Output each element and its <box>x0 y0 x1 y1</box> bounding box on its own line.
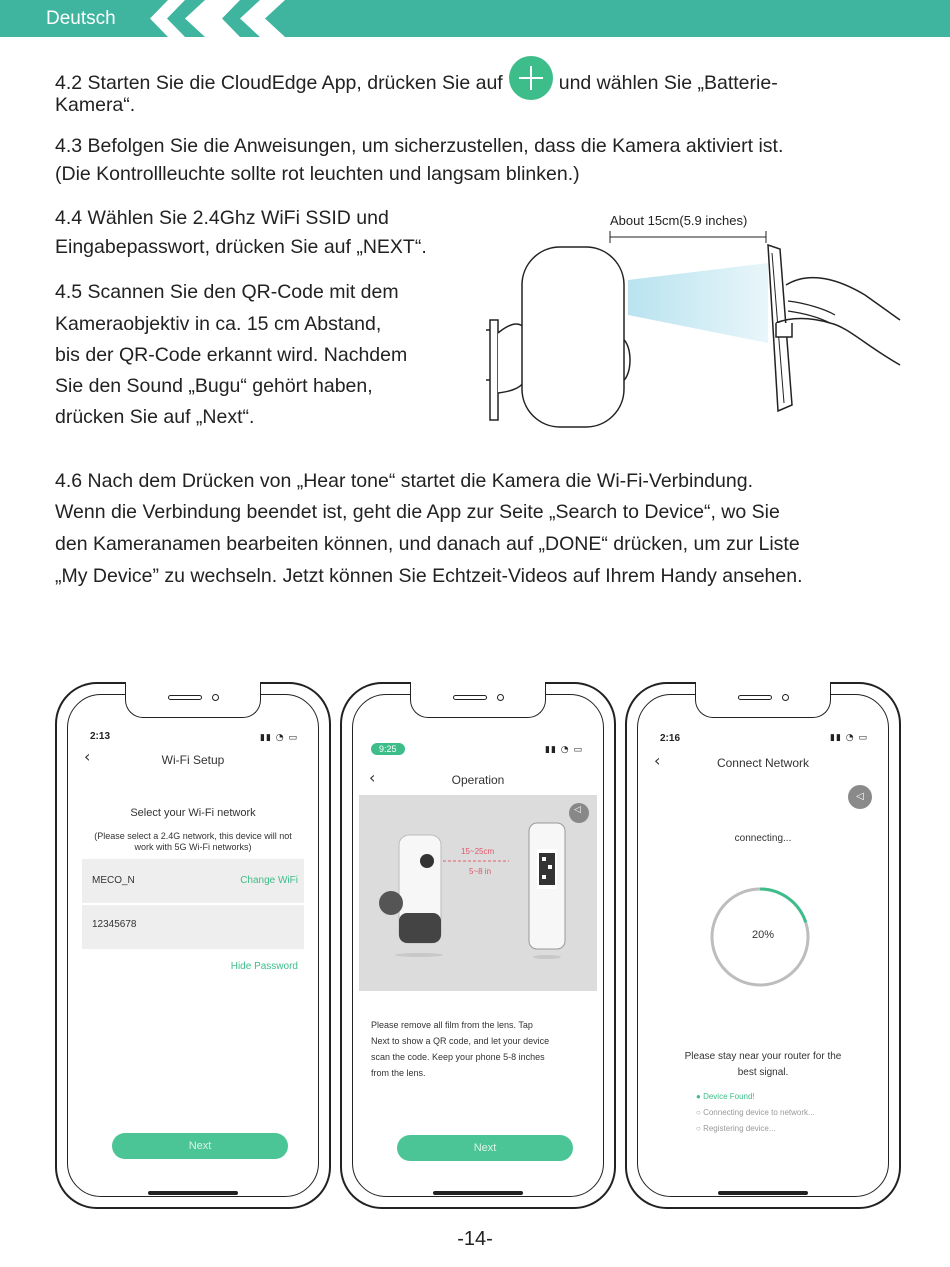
step-4-3-line1: 4.3 Befolgen Sie die Anweisungen, um sicherzustellen, dass die Kamera aktiviert ist. <box>55 135 784 157</box>
phone-screen <box>637 694 889 1197</box>
step-4-4-line1: 4.4 Wählen Sie 2.4Ghz WiFi SSID und <box>55 207 389 229</box>
step-4-2-text-a: 4.2 Starten Sie die CloudEdge App, drücken Sie auf <box>55 72 503 95</box>
instr-line2: Next to show a QR code, and let your device <box>371 1036 550 1046</box>
checklist-item-label: Registering device... <box>703 1124 776 1133</box>
step-4-5-line1: 4.5 Scannen Sie den QR-Code mit dem <box>55 281 399 303</box>
phone-wifi-setup <box>55 682 331 1209</box>
step-4-5-line2: Kameraobjektiv in ca. 15 cm Abstand, <box>55 313 382 335</box>
step-4-2 <box>55 62 778 106</box>
instr-line4: from the lens. <box>371 1068 426 1078</box>
distance-cm: 15~25cm <box>461 847 495 856</box>
connecting-status: connecting... <box>734 833 792 844</box>
operation-instructions <box>371 1017 593 1081</box>
camera-scan-illustration <box>480 205 910 435</box>
pending-dot-icon: ○ <box>696 1108 704 1117</box>
wifi-note <box>74 831 312 853</box>
step-4-5-line3: bis der QR-Code erkannt wird. Nachdem <box>55 344 408 366</box>
checklist-item-label: Device Found! <box>703 1092 755 1101</box>
home-indicator <box>433 1191 523 1195</box>
checklist-item-label: Connecting device to network... <box>703 1108 815 1117</box>
back-arrow-icon[interactable]: ‹ <box>654 751 661 770</box>
wifi-note-line1: (Please select a 2.4G network, this device will not <box>94 831 292 841</box>
page-number: -14- <box>457 1228 493 1250</box>
step-4-6-line1: 4.6 Nach dem Drücken von „Hear tone“ startet die Kamera die Wi-Fi-Verbindung. <box>55 470 753 492</box>
checklist-item-3 <box>696 1121 815 1137</box>
status-time: 2:16 <box>660 733 681 744</box>
tip-line2: best signal. <box>737 1067 789 1078</box>
home-indicator <box>718 1191 808 1195</box>
distance-label: About 15cm(5.9 inches) <box>610 213 748 228</box>
password-field[interactable]: 12345678 <box>92 919 137 930</box>
wifi-heading: Select your Wi-Fi network <box>130 807 256 819</box>
wifi-form <box>82 859 304 949</box>
phone-notch <box>125 682 261 718</box>
back-arrow-icon[interactable]: ‹ <box>84 747 91 766</box>
instr-line3: scan the code. Keep your phone 5-8 inches <box>371 1052 545 1062</box>
page-title: Wi-Fi Setup <box>161 753 225 767</box>
next-button[interactable]: Next <box>112 1133 288 1159</box>
status-time: 2:13 <box>90 731 111 742</box>
phone-screen <box>67 694 319 1197</box>
progress-label: 20% <box>751 929 775 941</box>
pending-dot-icon: ○ <box>696 1124 704 1133</box>
hide-password-link[interactable]: Hide Password <box>230 961 298 972</box>
phone-notch <box>410 682 546 718</box>
header-band <box>0 0 950 37</box>
phone-operation <box>340 682 616 1209</box>
status-icons: ▮▮ ◔ ▭ <box>830 733 868 743</box>
page-title: Connect Network <box>716 756 810 770</box>
speaker-icon[interactable]: ◁ <box>848 785 872 809</box>
distance-in: 5~8 in <box>469 867 492 876</box>
step-4-3-line2: (Die Kontrollleuchte sollte rot leuchten und langsam blinken.) <box>55 163 580 185</box>
qr-scan-illustration <box>359 795 599 991</box>
step-4-5-line4: Sie den Sound „Bugu“ gehört haben, <box>55 375 373 397</box>
status-icons: ▮▮ ◔ ▭ <box>260 733 298 743</box>
speaker-icon[interactable]: ◁ <box>574 805 581 815</box>
checklist-item-1 <box>696 1089 815 1105</box>
checklist-item-2 <box>696 1105 815 1121</box>
step-4-5-line5: drücken Sie auf „Next“. <box>55 406 255 428</box>
step-4-2-text-b: und wählen Sie „Batterie- <box>558 72 778 95</box>
tip-line1: Please stay near your router for the <box>684 1051 842 1062</box>
add-plus-icon <box>509 56 553 100</box>
router-tip <box>638 1049 888 1081</box>
back-arrow-icon[interactable]: ‹ <box>369 768 376 787</box>
operation-image <box>359 795 597 991</box>
step-4-6-line2: Wenn die Verbindung beendet ist, geht die App zur Seite „Search to Device“, wo Sie <box>55 501 780 523</box>
home-indicator <box>148 1191 238 1195</box>
step-4-6-line4: „My Device” zu wechseln. Jetzt können Sie Echtzeit-Videos auf Ihrem Handy ansehen. <box>55 565 803 587</box>
form-divider <box>82 903 304 905</box>
phone-screen <box>352 694 604 1197</box>
change-wifi-link[interactable]: Change WiFi <box>240 875 298 886</box>
status-time: 9:25 <box>371 743 405 755</box>
step-4-2-cont: Kamera“. <box>55 94 136 116</box>
instr-line1: Please remove all film from the lens. Tap <box>371 1020 533 1030</box>
check-dot-icon: ● <box>696 1092 704 1101</box>
ssid-field[interactable]: MECO_N <box>92 875 135 886</box>
next-button[interactable]: Next <box>397 1135 573 1161</box>
phone-notch <box>695 682 831 718</box>
page-title: Operation <box>451 773 505 787</box>
step-4-6-line3: den Kameranamen bearbeiten können, und danach auf „DONE“ drücken, um zur Liste <box>55 533 800 555</box>
status-icons: ▮▮ ◔ ▭ <box>545 745 583 755</box>
wifi-note-line2: work with 5G Wi-Fi networks) <box>134 842 252 852</box>
connection-checklist <box>696 1089 815 1137</box>
language-label: Deutsch <box>46 8 116 29</box>
step-4-4-line2: Eingabepasswort, drücken Sie auf „NEXT“. <box>55 236 427 258</box>
phone-connect-network <box>625 682 901 1209</box>
